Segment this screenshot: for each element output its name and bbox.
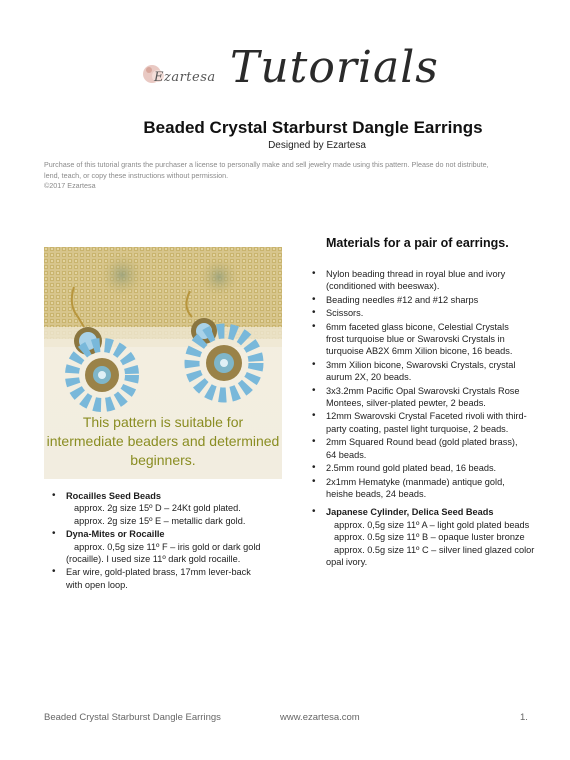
copyright-line: ©2017 Ezartesa — [44, 181, 96, 190]
tutorials-wordmark: Tutorials — [230, 42, 439, 93]
caption-line: This pattern is suitable for — [82, 414, 244, 430]
document-title — [0, 118, 570, 138]
license-line: Purchase of this tutorial grants the purchaser a license to personally make and sell jewelry made using this pattern. Please do not distribute, — [44, 160, 489, 169]
photo-caption — [44, 413, 282, 470]
item-line: approx. 0.5g size 11º B – opaque luster bronze — [334, 532, 525, 543]
ezartesa-logo — [140, 42, 439, 106]
footer-url[interactable]: www.ezartesa.com — [280, 712, 360, 723]
item-line: approx. 2g size 15º D – 24Kt gold plated. — [74, 503, 241, 514]
item-line: turquoise AB2X 6mm Xilion bicone, 16 beads. — [326, 346, 513, 357]
list-item — [312, 268, 548, 293]
brand-name: Ezartesa — [154, 70, 216, 85]
item-title: • Dyna-Mites or Rocaille — [66, 529, 165, 540]
item-line: • 3x3.2mm Pacific Opal Swarovski Crystals Rose — [326, 385, 520, 396]
list-item — [312, 476, 548, 501]
item-line: • 6mm faceted glass bicone, Celestial Crystals — [326, 321, 509, 332]
item-line: (conditioned with beeswax). — [326, 281, 440, 292]
item-line: (rocaille). I used size 11º dark gold rocaille. — [66, 554, 241, 565]
list-item-rocailles — [52, 490, 288, 527]
item-title: • Japanese Cylinder, Delica Seed Beads — [326, 507, 494, 518]
license-notice — [44, 160, 544, 192]
designed-by-text: Designed by Ezartesa — [268, 140, 366, 151]
item-line: approx. 0,5g size 11º F – iris gold or dark gold — [74, 541, 261, 552]
list-item — [312, 436, 548, 461]
item-line: • Ear wire, gold-plated brass, 17mm lever-back — [66, 567, 251, 578]
caption-line: beginners. — [130, 452, 196, 468]
license-line: lend, teach, or copy these instructions without permission. — [44, 170, 229, 180]
item-line: • Scissors. — [326, 308, 364, 319]
list-item-cylinder-beads — [312, 506, 548, 568]
item-line: • 12mm Swarovski Crystal Faceted rivoli with third- — [326, 411, 527, 422]
item-line: approx. 0.5g size 11º C – silver lined glazed color — [334, 544, 535, 555]
item-line: • 2x1mm Hematyke (manmade) antique gold, — [326, 476, 505, 487]
list-item-ear-wire — [52, 566, 288, 591]
materials-heading: Materials for a pair of earrings. — [326, 236, 509, 250]
item-line: aurum 2X, 20 beads. — [326, 372, 412, 383]
designed-by — [0, 140, 570, 151]
item-line: with open loop. — [66, 579, 128, 590]
list-item — [312, 321, 548, 358]
item-line: party coating, pastel light turquoise, 2 beads. — [326, 423, 509, 434]
item-line: heishe beads, 24 beads. — [326, 488, 427, 499]
document-title-text: Beaded Crystal Starburst Dangle Earrings — [143, 118, 483, 137]
item-line: • Nylon beading thread in royal blue and ivory — [326, 269, 506, 279]
list-item — [312, 294, 548, 306]
list-item — [312, 307, 548, 319]
item-line: approx. 2g size 15º E – metallic dark gold. — [74, 515, 246, 526]
list-item — [312, 410, 548, 435]
item-line: frost turquoise blue or Swarovski Crystals in — [326, 334, 505, 345]
item-line: opal ivory. — [326, 556, 368, 567]
earrings-photo — [44, 247, 282, 479]
list-item — [312, 462, 548, 474]
item-line: approx. 0,5g size 11º A – light gold plated beads — [334, 519, 530, 530]
item-line: 64 beads. — [326, 449, 367, 460]
list-item — [312, 385, 548, 410]
item-line: • 2mm Squared Round bead (gold plated brass), — [326, 437, 518, 448]
page-number: 1. — [520, 712, 528, 723]
footer-title: Beaded Crystal Starburst Dangle Earrings — [44, 712, 221, 723]
item-line: • 3mm Xilion bicone, Swarovski Crystals, crystal — [326, 359, 516, 370]
list-item — [312, 359, 548, 384]
item-line: Montees, silver-plated pewter, 2 beads. — [326, 398, 486, 409]
item-line: • 2.5mm round gold plated bead, 16 beads. — [326, 463, 497, 474]
materials-list — [312, 268, 548, 569]
caption-line: intermediate beaders and determined — [46, 433, 280, 449]
item-title: • Rocailles Seed Beads — [66, 491, 161, 501]
item-line: • Beading needles #12 and #12 sharps — [326, 294, 479, 305]
list-item-dyna-mites — [52, 528, 288, 565]
seed-beads-list — [52, 490, 288, 592]
